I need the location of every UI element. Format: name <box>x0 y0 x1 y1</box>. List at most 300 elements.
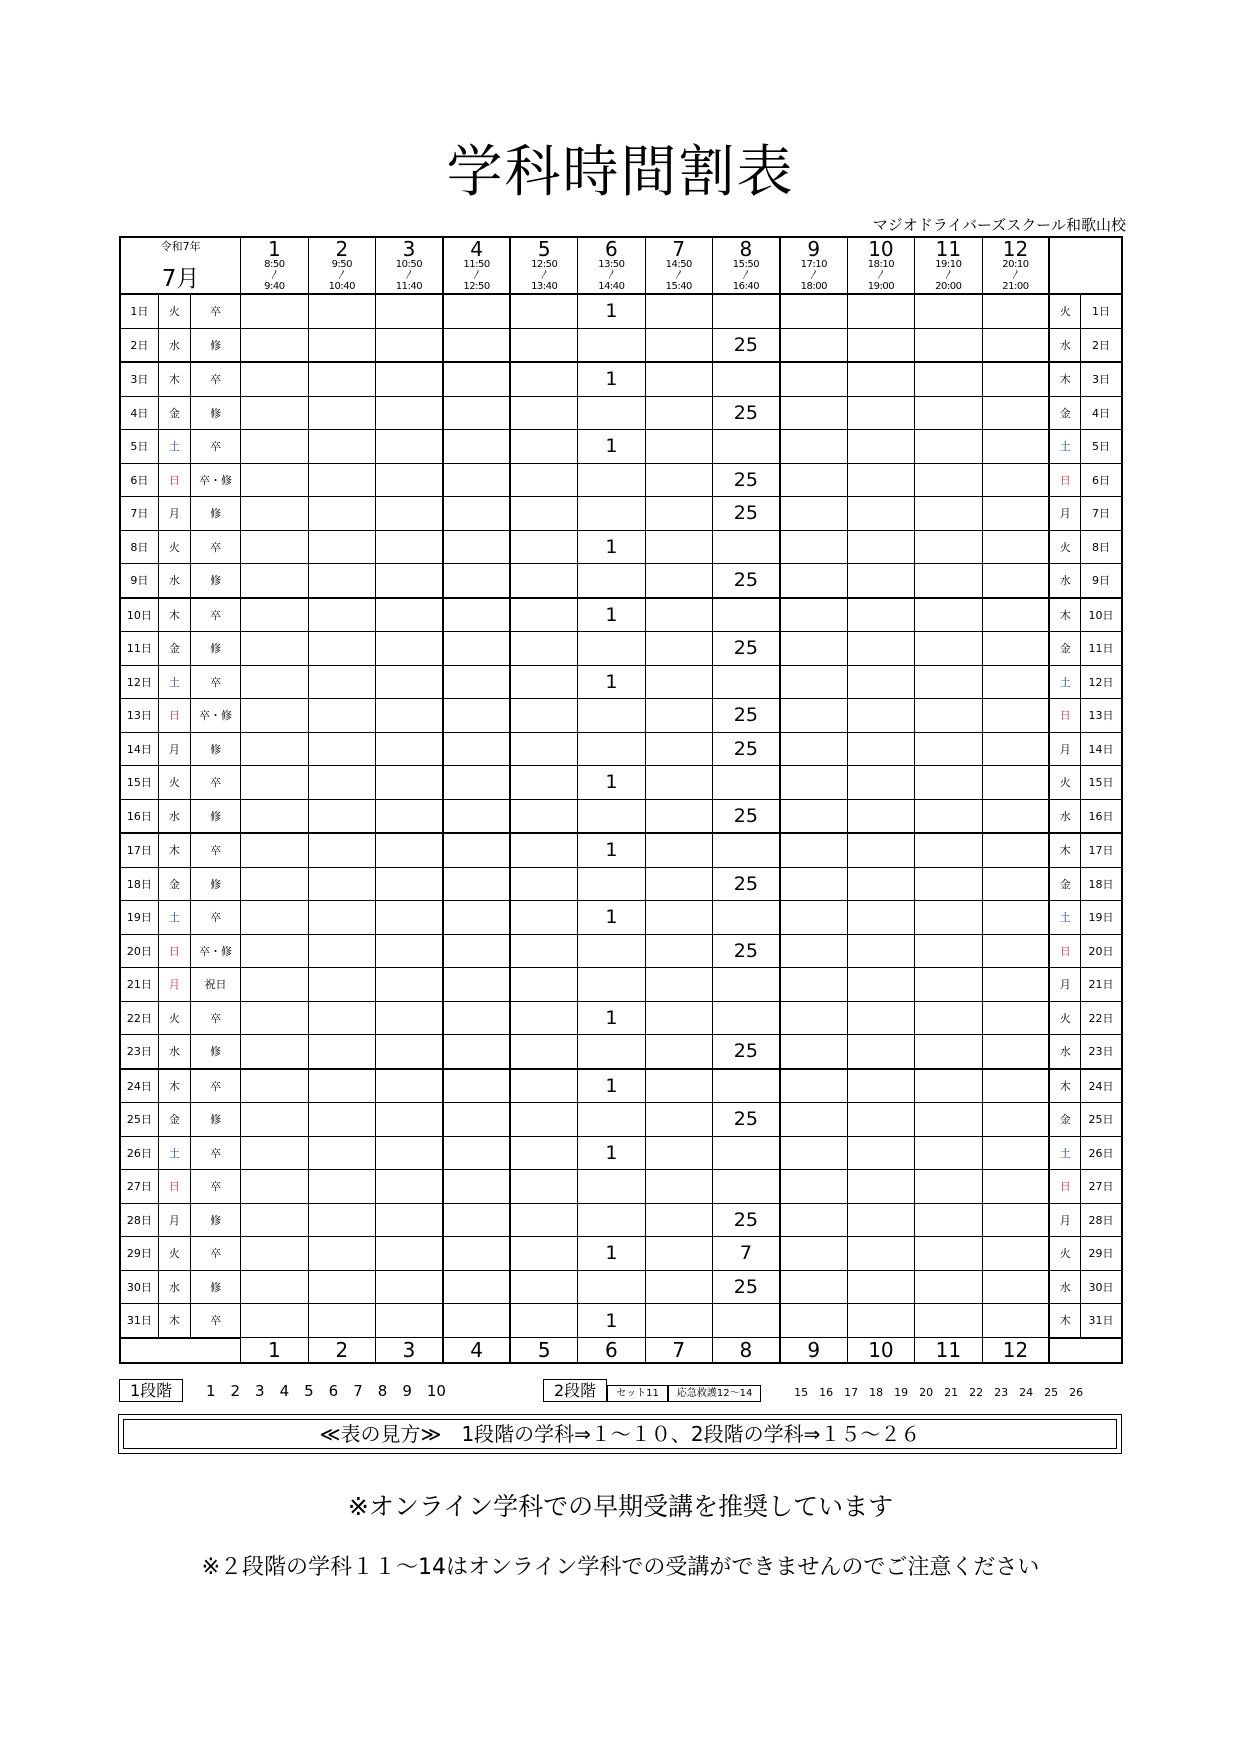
period-cell <box>712 867 779 901</box>
period-cell <box>510 294 577 328</box>
period-cell <box>443 1203 510 1237</box>
period-cell <box>915 430 982 464</box>
period-cell <box>645 833 712 867</box>
date-label: 2日 <box>130 338 149 352</box>
weekday-label: 日 <box>168 1180 180 1194</box>
period-cell <box>645 699 712 733</box>
lesson-number: 25 <box>733 804 758 827</box>
weekday-label-right: 金 <box>1059 642 1071 656</box>
period-cell <box>712 699 779 733</box>
period-cell <box>645 564 712 598</box>
period-footer <box>376 1338 443 1364</box>
date-cell-right <box>1081 530 1122 564</box>
period-cell <box>645 766 712 800</box>
date-cell-right <box>1081 699 1122 733</box>
weekday-cell-right <box>1049 328 1080 362</box>
period-cell <box>712 1136 779 1170</box>
weekday-cell <box>158 396 190 430</box>
period-cell <box>847 598 914 632</box>
online-warning: ※２段階の学科１１～14はオンライン学科での受講ができませんのでご注意ください <box>201 1555 1040 1580</box>
weekday-cell <box>158 1103 190 1137</box>
period-cell <box>241 564 308 598</box>
period-tilde: 〳 <box>471 270 482 281</box>
date-label-right: 7日 <box>1092 507 1111 521</box>
period-cell <box>510 328 577 362</box>
period-cell <box>982 732 1049 766</box>
weekday-cell-right <box>1049 1001 1080 1035</box>
period-cell <box>443 530 510 564</box>
weekday-cell <box>158 1270 190 1304</box>
date-label: 9日 <box>130 574 149 588</box>
period-start: 8:50 <box>264 259 285 270</box>
period-cell <box>712 665 779 699</box>
date-label-right: 4日 <box>1092 406 1111 420</box>
date-label-right: 24日 <box>1088 1079 1114 1093</box>
period-cell <box>241 1069 308 1103</box>
period-cell <box>847 396 914 430</box>
period-cell <box>847 1001 914 1035</box>
date-cell-right <box>1081 901 1122 935</box>
weekday-label-right: 月 <box>1059 1213 1071 1227</box>
date-cell <box>120 530 158 564</box>
period-cell <box>510 1203 577 1237</box>
date-label-right: 18日 <box>1088 877 1114 891</box>
period-cell <box>645 396 712 430</box>
period-cell <box>847 732 914 766</box>
period-cell <box>645 530 712 564</box>
period-cell <box>982 1170 1049 1204</box>
period-cell <box>443 665 510 699</box>
period-cell <box>915 867 982 901</box>
period-cell <box>982 867 1049 901</box>
date-label: 28日 <box>126 1213 152 1227</box>
date-cell <box>120 968 158 1002</box>
period-cell <box>241 934 308 968</box>
weekday-label-right: 火 <box>1059 1011 1071 1025</box>
date-label: 27日 <box>126 1180 152 1194</box>
header-blank <box>1049 237 1122 294</box>
course-type-cell <box>190 430 240 464</box>
course-type-label: 修 <box>210 809 222 823</box>
footer-blank-left <box>120 1338 241 1364</box>
date-label-right: 6日 <box>1092 473 1111 487</box>
period-cell <box>712 396 779 430</box>
date-label-right: 28日 <box>1088 1213 1114 1227</box>
date-label-right: 12日 <box>1088 675 1114 689</box>
period-cell <box>443 699 510 733</box>
weekday-label-right: 木 <box>1059 1079 1071 1093</box>
course-type-cell <box>190 1304 240 1338</box>
weekday-cell-right <box>1049 430 1080 464</box>
period-cell <box>915 732 982 766</box>
weekday-label: 金 <box>168 406 180 420</box>
course-type-label: 卒 <box>210 1146 222 1160</box>
date-label-right: 15日 <box>1088 776 1114 790</box>
course-type-cell <box>190 833 240 867</box>
weekday-cell <box>158 1035 190 1069</box>
legend-stage2 <box>543 1378 1083 1401</box>
period-header <box>578 237 645 294</box>
period-cell <box>915 1069 982 1103</box>
page-title: 学科時間割表 <box>446 140 795 205</box>
period-number: 1 <box>268 237 281 261</box>
weekday-label-right: 木 <box>1059 1314 1071 1328</box>
period-cell <box>780 1001 847 1035</box>
period-cell <box>847 463 914 497</box>
course-type-cell <box>190 1001 240 1035</box>
period-cell <box>308 1304 375 1338</box>
timetable <box>119 236 1123 1364</box>
stage1-label: 1段階 <box>119 1379 183 1402</box>
period-cell <box>578 1304 645 1338</box>
weekday-label: 木 <box>168 373 180 387</box>
lesson-number: 1 <box>605 435 618 458</box>
period-cell <box>645 901 712 935</box>
weekday-cell <box>158 328 190 362</box>
lesson-number: 25 <box>733 1275 758 1298</box>
weekday-label: 木 <box>168 1079 180 1093</box>
table-row <box>120 632 1122 666</box>
period-cell <box>241 1136 308 1170</box>
period-cell <box>578 699 645 733</box>
weekday-cell <box>158 833 190 867</box>
period-cell <box>376 396 443 430</box>
period-footer-number: 4 <box>470 1338 483 1362</box>
period-cell <box>510 934 577 968</box>
period-cell <box>578 632 645 666</box>
lesson-number: 25 <box>733 737 758 760</box>
period-cell <box>915 463 982 497</box>
period-cell <box>780 766 847 800</box>
course-type-cell <box>190 799 240 833</box>
period-cell <box>443 430 510 464</box>
period-end: 9:40 <box>264 281 285 292</box>
period-cell <box>241 1001 308 1035</box>
weekday-cell <box>158 1203 190 1237</box>
weekday-label-right: 月 <box>1059 978 1071 992</box>
date-cell-right <box>1081 732 1122 766</box>
period-cell <box>982 362 1049 396</box>
date-label-right: 1日 <box>1092 305 1111 319</box>
date-label: 22日 <box>126 1011 152 1025</box>
period-header <box>510 237 577 294</box>
period-cell <box>780 1170 847 1204</box>
legend-stage1 <box>119 1378 446 1401</box>
emergency-label: 応急救護12～14 <box>668 1385 761 1402</box>
weekday-cell <box>158 564 190 598</box>
period-cell <box>308 497 375 531</box>
weekday-cell-right <box>1049 732 1080 766</box>
lesson-number: 1 <box>605 839 618 862</box>
period-cell <box>376 665 443 699</box>
period-header <box>847 237 914 294</box>
date-cell <box>120 294 158 328</box>
weekday-cell-right <box>1049 799 1080 833</box>
weekday-cell-right <box>1049 1304 1080 1338</box>
period-cell <box>376 766 443 800</box>
table-row <box>120 1304 1122 1338</box>
course-type-cell <box>190 362 240 396</box>
period-cell <box>645 934 712 968</box>
date-cell <box>120 1170 158 1204</box>
period-cell <box>847 294 914 328</box>
course-type-label: 修 <box>210 338 222 352</box>
period-cell <box>780 1035 847 1069</box>
period-cell <box>915 1136 982 1170</box>
date-label-right: 25日 <box>1088 1113 1114 1127</box>
period-cell <box>712 1001 779 1035</box>
period-cell <box>780 294 847 328</box>
course-type-cell <box>190 1270 240 1304</box>
date-cell <box>120 699 158 733</box>
table-row <box>120 463 1122 497</box>
period-cell <box>443 396 510 430</box>
period-cell <box>578 1203 645 1237</box>
period-cell <box>241 799 308 833</box>
period-cell <box>578 294 645 328</box>
course-type-label: 卒 <box>210 844 222 858</box>
period-cell <box>308 766 375 800</box>
period-cell <box>376 799 443 833</box>
period-cell <box>915 799 982 833</box>
period-cell <box>510 1136 577 1170</box>
weekday-label: 月 <box>168 1213 180 1227</box>
period-cell <box>780 1103 847 1137</box>
weekday-cell-right <box>1049 699 1080 733</box>
period-cell <box>645 632 712 666</box>
period-cell <box>376 1035 443 1069</box>
table-row <box>120 430 1122 464</box>
period-cell <box>308 430 375 464</box>
period-cell <box>443 901 510 935</box>
date-cell <box>120 867 158 901</box>
date-cell <box>120 799 158 833</box>
period-cell <box>915 833 982 867</box>
weekday-cell <box>158 497 190 531</box>
date-label-right: 21日 <box>1088 978 1114 992</box>
legend-note: ≪表の見方≫ 1段階の学科⇒１～１０、2段階の学科⇒１５～２６ <box>123 1419 1117 1449</box>
period-cell <box>241 1203 308 1237</box>
period-cell <box>443 362 510 396</box>
weekday-label-right: 水 <box>1059 1045 1071 1059</box>
period-start: 18:10 <box>867 259 895 270</box>
period-cell <box>241 1103 308 1137</box>
date-cell <box>120 833 158 867</box>
period-cell <box>443 1304 510 1338</box>
period-cell <box>982 1035 1049 1069</box>
weekday-cell <box>158 632 190 666</box>
period-cell <box>241 396 308 430</box>
date-label: 16日 <box>126 809 152 823</box>
date-cell <box>120 598 158 632</box>
period-cell <box>241 1237 308 1271</box>
lesson-number: 1 <box>605 771 618 794</box>
period-header <box>982 237 1049 294</box>
date-cell <box>120 1237 158 1271</box>
period-cell <box>915 1304 982 1338</box>
course-type-label: 卒 <box>210 305 222 319</box>
course-type-label: 卒 <box>210 608 222 622</box>
period-tilde: 〳 <box>1010 270 1021 281</box>
period-cell <box>847 665 914 699</box>
date-cell-right <box>1081 934 1122 968</box>
period-cell <box>915 1001 982 1035</box>
weekday-cell <box>158 1170 190 1204</box>
course-type-label: 卒・修 <box>199 709 233 723</box>
period-number: 9 <box>807 237 821 261</box>
period-cell <box>443 1270 510 1304</box>
period-cell <box>308 1237 375 1271</box>
weekday-label: 土 <box>168 911 180 925</box>
lesson-number: 25 <box>733 1040 758 1063</box>
weekday-label: 火 <box>168 776 180 790</box>
course-type-label: 修 <box>210 406 222 420</box>
lesson-number: 25 <box>733 569 758 592</box>
period-cell <box>982 934 1049 968</box>
period-cell <box>376 430 443 464</box>
date-label: 1日 <box>130 305 149 319</box>
weekday-label-right: 土 <box>1059 1146 1071 1160</box>
date-cell-right <box>1081 1170 1122 1204</box>
period-cell <box>982 1237 1049 1271</box>
period-cell <box>982 1203 1049 1237</box>
weekday-cell <box>158 867 190 901</box>
period-cell <box>510 1237 577 1271</box>
period-cell <box>376 497 443 531</box>
course-type-label: 卒 <box>210 1247 222 1261</box>
period-cell <box>982 530 1049 564</box>
weekday-cell-right <box>1049 564 1080 598</box>
period-cell <box>645 328 712 362</box>
period-cell <box>915 396 982 430</box>
lesson-number: 25 <box>733 872 758 895</box>
course-type-label: 修 <box>210 1113 222 1127</box>
lesson-number: 25 <box>733 502 758 525</box>
period-cell <box>578 396 645 430</box>
period-footer <box>578 1338 645 1364</box>
period-cell <box>780 665 847 699</box>
period-cell <box>780 968 847 1002</box>
period-cell <box>376 598 443 632</box>
period-cell <box>915 632 982 666</box>
period-cell <box>510 598 577 632</box>
period-cell <box>510 1170 577 1204</box>
date-label-right: 20日 <box>1088 944 1114 958</box>
date-label: 19日 <box>126 911 152 925</box>
date-label: 26日 <box>126 1146 152 1160</box>
period-cell <box>780 396 847 430</box>
period-cell <box>780 497 847 531</box>
date-label: 24日 <box>126 1079 152 1093</box>
period-cell <box>712 564 779 598</box>
period-cell <box>712 968 779 1002</box>
online-recommendation: ※オンライン学科での早期受講を推奨しています <box>347 1492 894 1521</box>
date-cell <box>120 732 158 766</box>
period-cell <box>443 1170 510 1204</box>
course-type-cell <box>190 396 240 430</box>
date-cell-right <box>1081 396 1122 430</box>
period-end: 18:00 <box>800 281 827 292</box>
date-cell <box>120 1270 158 1304</box>
course-type-label: 卒・修 <box>199 473 233 487</box>
period-cell <box>982 294 1049 328</box>
date-label-right: 26日 <box>1088 1146 1114 1160</box>
period-cell <box>915 1035 982 1069</box>
weekday-label-right: 月 <box>1059 507 1071 521</box>
lesson-number: 1 <box>605 906 618 929</box>
date-label: 13日 <box>126 709 152 723</box>
period-cell <box>376 530 443 564</box>
period-cell <box>376 294 443 328</box>
period-cell <box>376 1270 443 1304</box>
weekday-cell <box>158 799 190 833</box>
period-cell <box>376 934 443 968</box>
period-cell <box>308 396 375 430</box>
stage2-label: 2段階 <box>543 1379 607 1402</box>
table-row <box>120 1136 1122 1170</box>
date-label-right: 27日 <box>1088 1180 1114 1194</box>
period-cell <box>308 867 375 901</box>
date-cell <box>120 934 158 968</box>
date-cell <box>120 328 158 362</box>
period-cell <box>308 1270 375 1304</box>
period-cell <box>712 1270 779 1304</box>
course-type-cell <box>190 564 240 598</box>
weekday-label-right: 火 <box>1059 540 1071 554</box>
table-row <box>120 294 1122 328</box>
course-type-cell <box>190 968 240 1002</box>
period-footer <box>847 1338 914 1364</box>
period-footer <box>712 1338 779 1364</box>
period-cell <box>376 901 443 935</box>
period-cell <box>308 362 375 396</box>
period-cell <box>376 1103 443 1137</box>
period-end: 13:40 <box>531 281 558 292</box>
period-cell <box>510 1035 577 1069</box>
period-footer <box>443 1338 510 1364</box>
period-cell <box>376 1069 443 1103</box>
period-cell <box>982 968 1049 1002</box>
weekday-label: 土 <box>168 675 180 689</box>
weekday-cell <box>158 598 190 632</box>
date-label: 17日 <box>126 844 152 858</box>
table-row <box>120 1103 1122 1137</box>
period-tilde: 〳 <box>337 270 347 281</box>
date-cell-right <box>1081 362 1122 396</box>
period-cell <box>241 463 308 497</box>
date-label: 7日 <box>130 507 149 521</box>
period-cell <box>578 362 645 396</box>
period-cell <box>982 766 1049 800</box>
period-cell <box>847 497 914 531</box>
course-type-label: 卒 <box>210 776 222 790</box>
period-cell <box>847 833 914 867</box>
weekday-label-right: 火 <box>1059 305 1071 319</box>
date-label: 18日 <box>126 877 152 891</box>
period-cell <box>982 1270 1049 1304</box>
weekday-label-right: 土 <box>1059 911 1071 925</box>
period-cell <box>780 1304 847 1338</box>
weekday-label-right: 日 <box>1059 1180 1071 1194</box>
period-cell <box>510 1001 577 1035</box>
period-cell <box>308 328 375 362</box>
period-cell <box>847 362 914 396</box>
weekday-label-right: 土 <box>1059 440 1071 454</box>
period-cell <box>308 1103 375 1137</box>
stage2-items: 15 16 17 18 19 20 21 22 23 24 25 26 <box>794 1386 1084 1399</box>
period-cell <box>712 530 779 564</box>
course-type-label: 卒 <box>210 675 222 689</box>
